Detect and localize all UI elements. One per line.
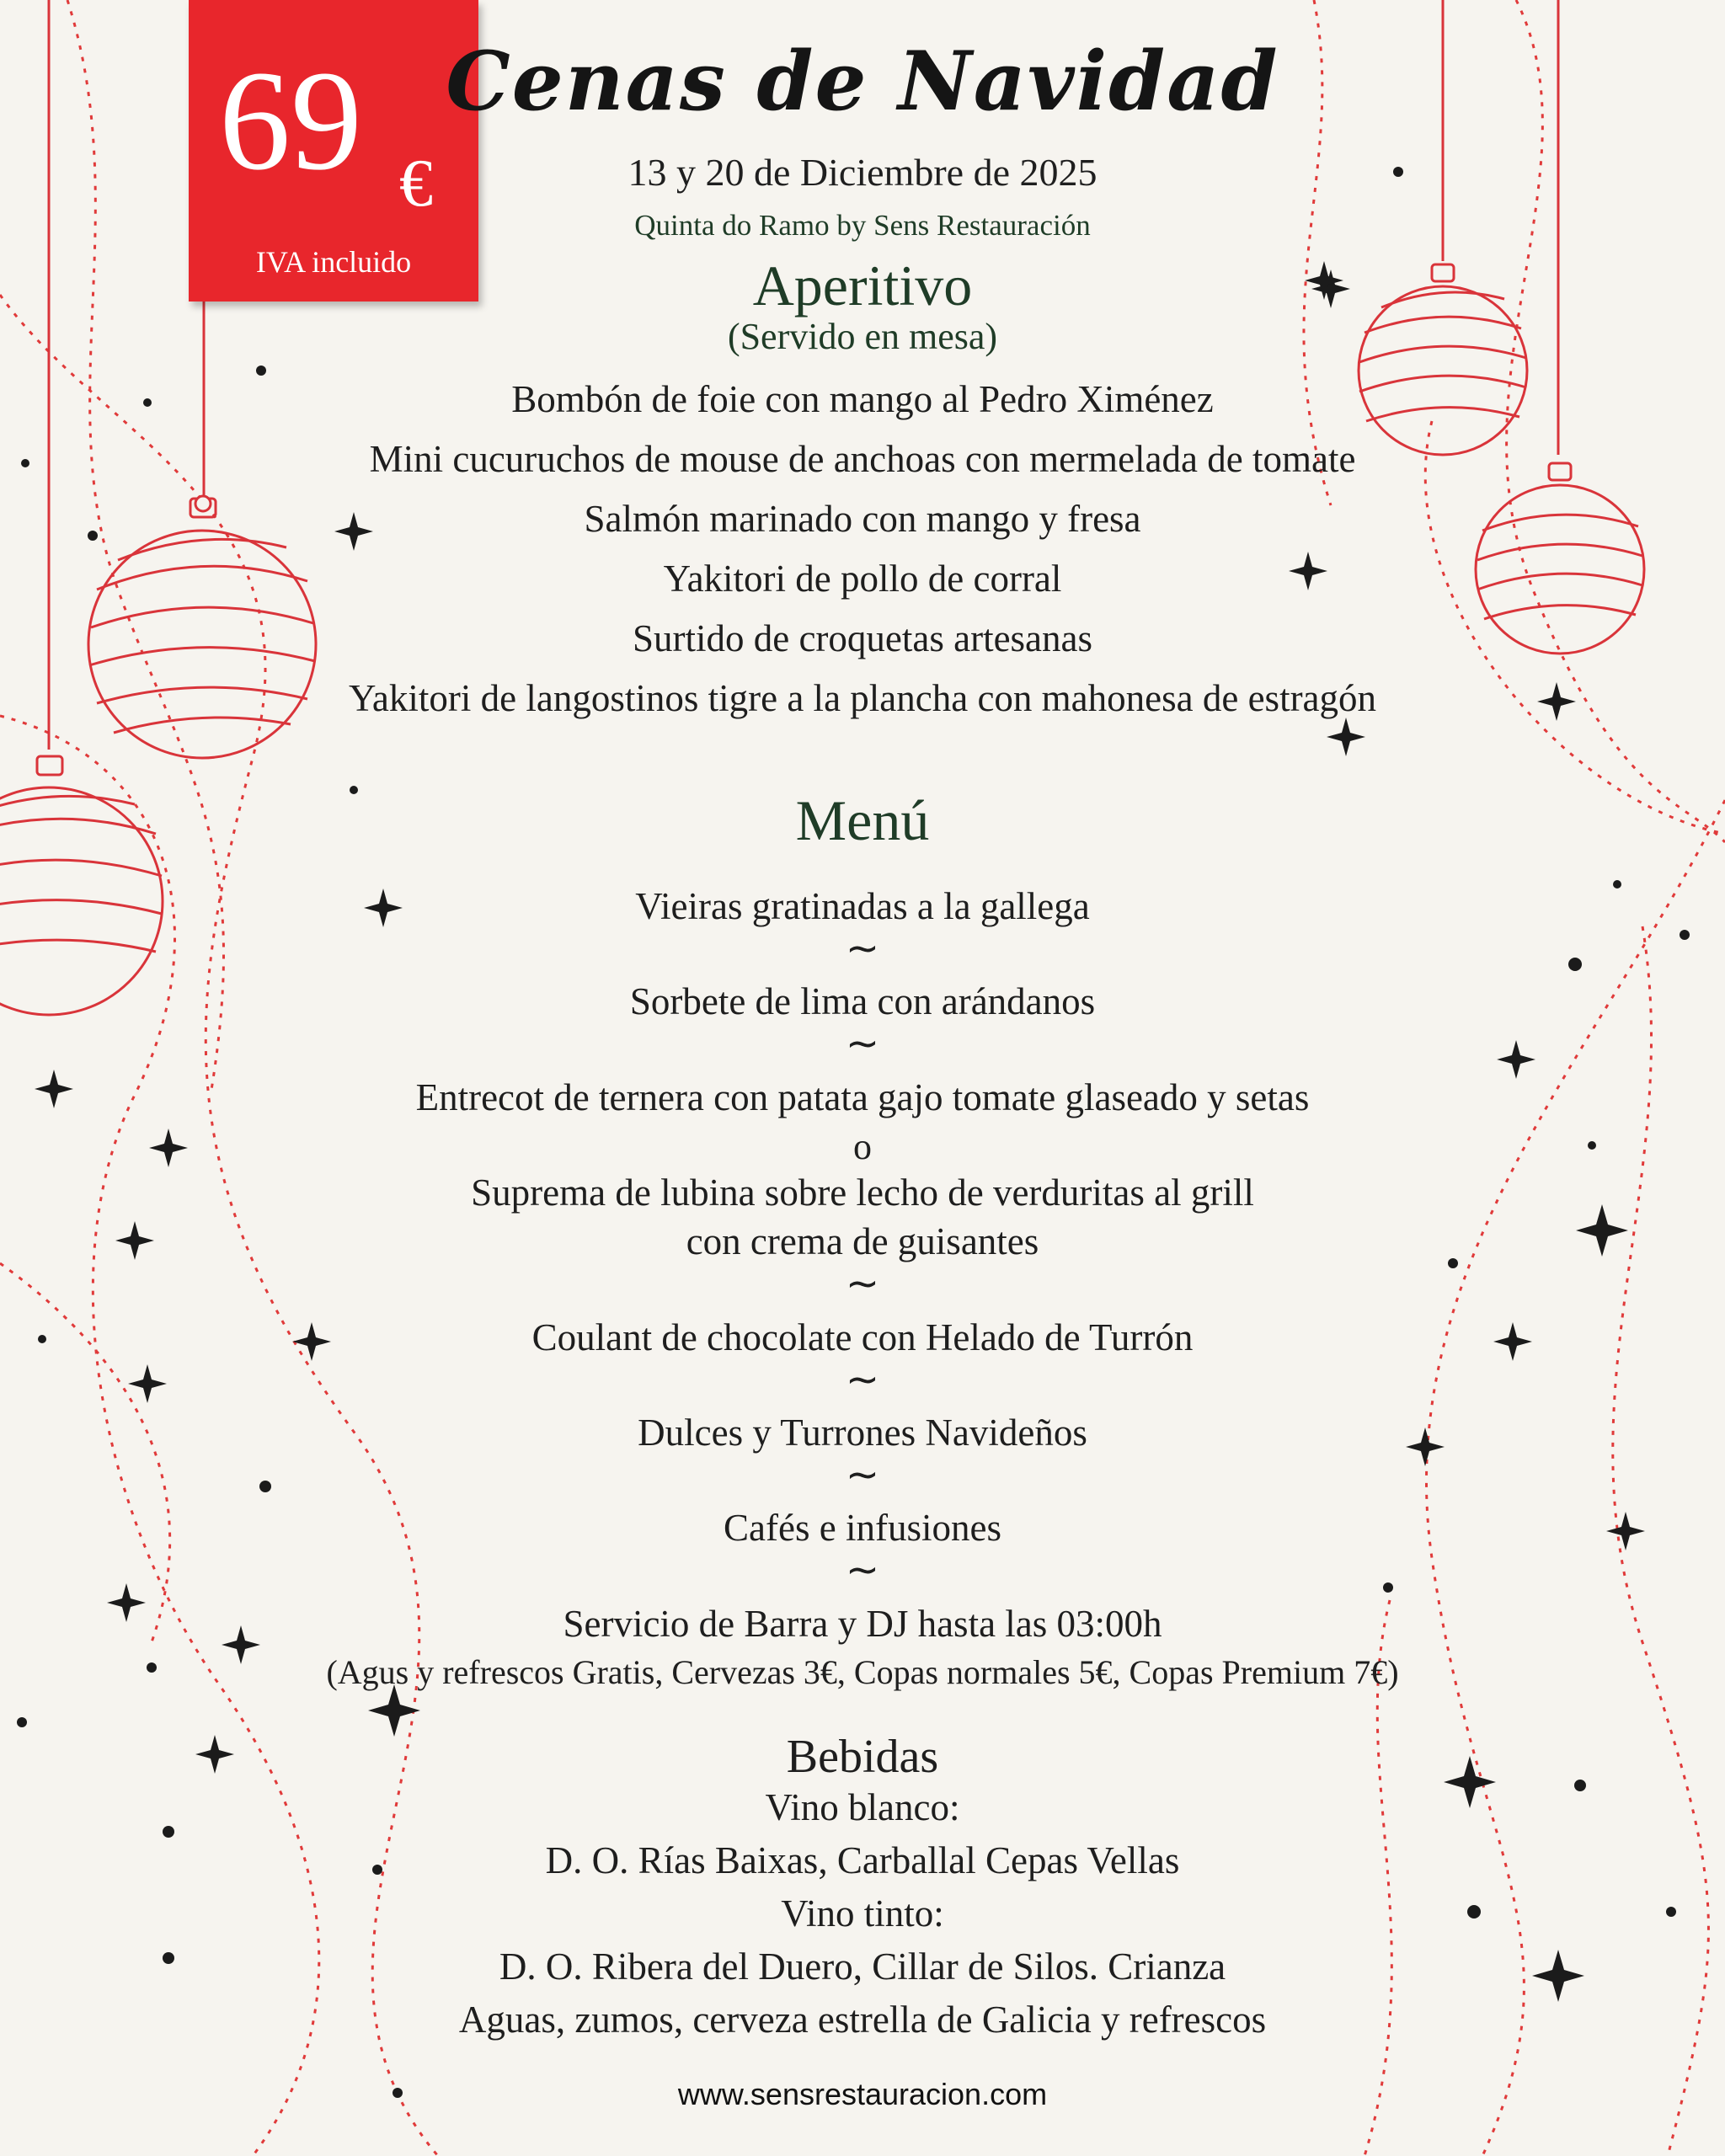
aperitivo-item: Yakitori de pollo de corral [663, 558, 1062, 600]
menu-course: Suprema de lubina sobre lecho de verduritas al grill [471, 1171, 1254, 1214]
aperitivo-item: Bombón de foie con mango al Pedro Ximénez [511, 378, 1214, 420]
menu-course: Dulces y Turrones Navideños [638, 1412, 1087, 1454]
white-wine-label: Vino blanco: [765, 1786, 960, 1828]
menu-course: Vieiras gratinadas a la gallega [635, 885, 1090, 927]
aperitivo-subtitle: (Servido en mesa) [727, 316, 998, 357]
menu-course: Entrecot de ternera con patata gajo tomate glaseado y setas [415, 1076, 1310, 1118]
course-separator: ~ [845, 1546, 880, 1593]
other-drinks: Aguas, zumos, cerveza estrella de Galicia y refrescos [458, 1999, 1267, 2041]
course-separator: ~ [845, 925, 880, 972]
red-wine-label: Vino tinto: [781, 1892, 944, 1935]
aperitivo-title: Aperitivo [752, 253, 973, 318]
menu-or: o [853, 1126, 872, 1167]
event-dates: 13 y 20 de Diciembre de 2025 [628, 151, 1097, 194]
aperitivo-item: Yakitori de langostinos tigre a la plancha con mahonesa de estragón [348, 677, 1377, 719]
drinks-title: Bebidas [786, 1731, 939, 1783]
red-wine: D. O. Ribera del Duero, Cillar de Silos. Crianza [499, 1945, 1226, 1988]
course-separator: ~ [845, 1260, 880, 1307]
aperitivo-item: Surtido de croquetas artesanas [632, 617, 1093, 659]
website-link[interactable]: www.sensrestauracion.com [677, 2077, 1048, 2111]
star-icon [1327, 718, 1365, 756]
menu-course: Sorbete de lima con arándanos [629, 980, 1096, 1022]
bar-service: Servicio de Barra y DJ hasta las 03:00h [563, 1603, 1162, 1645]
course-separator: ~ [845, 1451, 880, 1498]
bar-prices: (Agus y refrescos Gratis, Cervezas 3€, Copas normales 5€, Copas Premium 7€) [326, 1653, 1399, 1691]
white-wine: D. O. Rías Baixas, Carballal Cepas Vellas [545, 1839, 1180, 1881]
aperitivo-item: Salmón marinado con mango y fresa [584, 498, 1141, 540]
dot [256, 366, 266, 376]
page-title: Cenas de Navidad [446, 34, 1279, 129]
course-separator: ~ [845, 1020, 880, 1067]
price-amount: 69 [219, 41, 362, 200]
dot [17, 1717, 27, 1727]
menu-course: Coulant de chocolate con Helado de Turrón [531, 1316, 1194, 1358]
star-icon [368, 1684, 420, 1737]
venue-name: Quinta do Ramo by Sens Restauración [634, 209, 1091, 242]
price-tax-note: IVA incluido [255, 245, 412, 279]
menu-course: Cafés e infusiones [724, 1507, 1001, 1549]
aperitivo-item: Mini cucuruchos de mouse de anchoas con mermelada de tomate [369, 438, 1356, 480]
course-separator: ~ [845, 1356, 880, 1403]
menu-title: Menú [795, 788, 930, 852]
price-currency: € [399, 147, 433, 221]
menu-course: con crema de guisantes [686, 1220, 1039, 1262]
